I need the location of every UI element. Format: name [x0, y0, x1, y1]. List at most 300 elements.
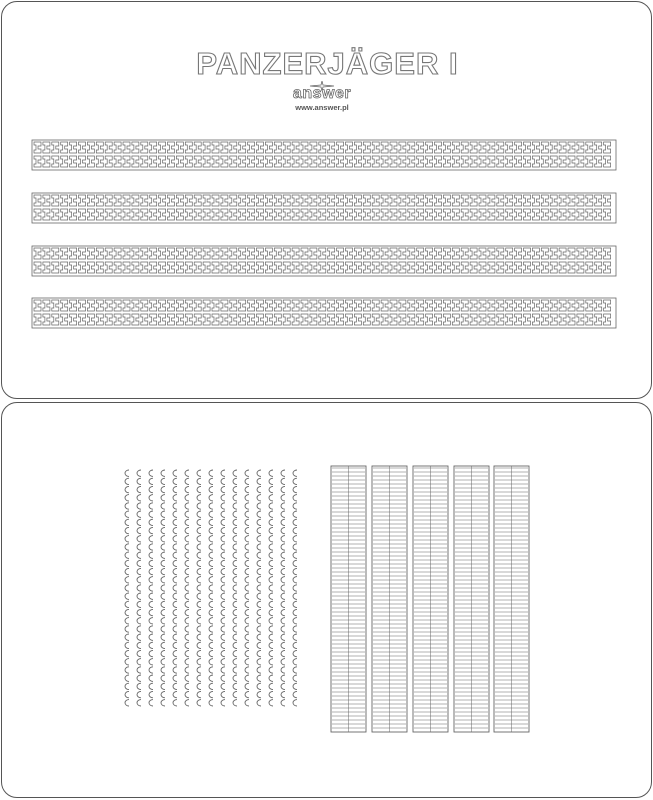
c-clip-part — [173, 691, 177, 697]
c-clip-part — [209, 503, 213, 509]
c-clip-part — [245, 470, 249, 476]
track-link — [381, 248, 388, 273]
track-link — [221, 248, 228, 273]
c-clip-part — [245, 560, 249, 566]
c-clip-part — [197, 470, 201, 476]
track-link — [435, 195, 442, 220]
c-clip-part — [221, 503, 225, 509]
track-link — [595, 142, 602, 167]
c-clip-part — [125, 552, 129, 558]
c-clip-part — [125, 478, 129, 484]
track-link — [274, 248, 281, 273]
track-link — [105, 248, 112, 273]
c-clip-part — [221, 700, 225, 706]
c-clip-part — [161, 544, 165, 550]
track-link — [515, 142, 522, 167]
c-clip-part — [269, 527, 273, 533]
c-clip-part — [221, 667, 225, 673]
c-clip-part — [149, 675, 153, 681]
c-clip-part — [173, 560, 177, 566]
c-clip-part — [257, 478, 261, 484]
c-clip-part — [185, 536, 189, 542]
track-link — [34, 142, 41, 167]
c-clip-part — [209, 568, 213, 574]
track-link — [265, 195, 272, 220]
c-clip-part — [293, 618, 297, 624]
c-clip-part — [125, 527, 129, 533]
c-clip-part — [269, 609, 273, 615]
c-clip-part — [173, 618, 177, 624]
track-link — [346, 142, 353, 167]
c-clip-part — [161, 659, 165, 665]
track-link — [399, 195, 406, 220]
track-link — [239, 248, 246, 273]
c-clip-part — [185, 503, 189, 509]
track-link — [506, 195, 513, 220]
track-link — [550, 300, 557, 325]
track-link — [488, 195, 495, 220]
c-clip-part — [161, 650, 165, 656]
c-clip-part — [209, 486, 213, 492]
c-clip-part — [137, 593, 141, 599]
c-clip-part — [209, 618, 213, 624]
track-strip — [32, 193, 616, 223]
c-clip-part — [149, 536, 153, 542]
track-link — [426, 142, 433, 167]
c-clip-part — [173, 470, 177, 476]
track-link — [87, 248, 94, 273]
c-clip-part — [233, 683, 237, 689]
c-clip-part — [161, 478, 165, 484]
c-clip-part — [281, 527, 285, 533]
track-link — [168, 142, 175, 167]
c-clip-part — [269, 650, 273, 656]
c-clip-part — [245, 585, 249, 591]
c-clip-part — [173, 675, 177, 681]
c-clip-part — [293, 700, 297, 706]
track-link — [43, 300, 50, 325]
track-link — [328, 300, 335, 325]
c-clip-part — [209, 659, 213, 665]
track-link — [310, 142, 317, 167]
c-clip-part — [257, 618, 261, 624]
track-link — [114, 300, 121, 325]
c-clip-part — [245, 536, 249, 542]
c-clip-part — [185, 642, 189, 648]
c-clip-part — [245, 495, 249, 501]
track-link — [79, 300, 86, 325]
c-clip-part — [209, 536, 213, 542]
c-clip-part — [221, 527, 225, 533]
c-clip-part — [233, 568, 237, 574]
c-clip-part — [125, 536, 129, 542]
c-clip-part — [293, 560, 297, 566]
track-link — [568, 142, 575, 167]
c-clip-part — [269, 691, 273, 697]
track-link — [452, 195, 459, 220]
track-link — [470, 248, 477, 273]
track-link — [399, 142, 406, 167]
track-link — [559, 300, 566, 325]
c-clip-part — [281, 478, 285, 484]
c-clip-part — [185, 511, 189, 517]
track-link — [141, 195, 148, 220]
c-clip-part — [293, 675, 297, 681]
c-clip-part — [233, 544, 237, 550]
c-clip-part — [149, 519, 153, 525]
c-clip-part — [233, 585, 237, 591]
c-clip-part — [293, 552, 297, 558]
c-clip-part — [125, 503, 129, 509]
track-link — [443, 300, 450, 325]
track-link — [79, 195, 86, 220]
c-clip-part — [221, 486, 225, 492]
track-link — [381, 300, 388, 325]
track-link — [524, 142, 531, 167]
c-clip-part — [137, 650, 141, 656]
track-strip — [32, 140, 616, 170]
c-clip-part — [221, 642, 225, 648]
track-link — [283, 195, 290, 220]
c-clip-part — [209, 544, 213, 550]
track-link — [114, 248, 121, 273]
c-clip-part — [269, 544, 273, 550]
c-clip-part — [269, 470, 273, 476]
track-link — [417, 248, 424, 273]
c-clip-part — [293, 577, 297, 583]
c-clip-part — [149, 486, 153, 492]
track-link — [141, 248, 148, 273]
c-clip-part — [233, 609, 237, 615]
c-clip-part — [185, 601, 189, 607]
logo-wordmark: answer — [292, 85, 352, 102]
c-clip-part — [137, 577, 141, 583]
track-link — [248, 142, 255, 167]
track-link — [52, 248, 59, 273]
track-link — [328, 142, 335, 167]
c-clip-part — [293, 486, 297, 492]
c-clip-part — [209, 511, 213, 517]
c-clip-part — [137, 560, 141, 566]
c-clip-part — [245, 601, 249, 607]
c-clip-part — [209, 519, 213, 525]
track-link — [559, 248, 566, 273]
c-clip-part — [185, 609, 189, 615]
c-clip-part — [245, 659, 249, 665]
track-link — [52, 142, 59, 167]
c-clip-part — [245, 544, 249, 550]
track-link — [461, 300, 468, 325]
track-link — [417, 195, 424, 220]
c-clip-part — [257, 577, 261, 583]
track-link — [61, 195, 68, 220]
track-link — [497, 142, 504, 167]
c-clip-part — [125, 495, 129, 501]
c-clip-part — [257, 691, 261, 697]
c-clip-part — [293, 667, 297, 673]
c-clip-part — [293, 495, 297, 501]
c-clip-part — [137, 511, 141, 517]
c-clip-part — [137, 519, 141, 525]
c-clip-part — [161, 585, 165, 591]
track-link — [426, 195, 433, 220]
track-link — [203, 142, 210, 167]
c-clip-part — [293, 683, 297, 689]
c-clip-part — [281, 642, 285, 648]
track-link — [524, 300, 531, 325]
c-clip-part — [137, 536, 141, 542]
track-link — [212, 142, 219, 167]
track-strip — [32, 298, 616, 328]
c-clip-part — [137, 552, 141, 558]
track-link — [185, 195, 192, 220]
c-clip-part — [209, 601, 213, 607]
c-clip-part — [281, 568, 285, 574]
track-link — [132, 142, 139, 167]
c-clip-part — [197, 544, 201, 550]
c-clip-part — [161, 536, 165, 542]
track-link — [435, 300, 442, 325]
c-clip-part — [257, 650, 261, 656]
c-clip-part — [257, 495, 261, 501]
track-link — [221, 142, 228, 167]
track-link — [194, 248, 201, 273]
c-clip-part — [125, 568, 129, 574]
track-link — [372, 248, 379, 273]
track-link — [515, 195, 522, 220]
c-clip-part — [257, 593, 261, 599]
c-clip-part — [233, 495, 237, 501]
track-link — [524, 195, 531, 220]
track-link — [123, 142, 130, 167]
c-clip-part — [233, 577, 237, 583]
c-clip-part — [197, 601, 201, 607]
c-clip-part — [281, 634, 285, 640]
c-clip-part — [209, 626, 213, 632]
c-clip-part — [257, 511, 261, 517]
c-clip-part — [257, 568, 261, 574]
c-clip-part — [125, 700, 129, 706]
track-link — [292, 195, 299, 220]
c-clip-part — [281, 519, 285, 525]
c-clip-part — [149, 626, 153, 632]
c-clip-part — [137, 691, 141, 697]
c-clip-part — [269, 511, 273, 517]
track-link — [586, 195, 593, 220]
c-clip-part — [233, 593, 237, 599]
c-clip-part — [209, 650, 213, 656]
c-clip-part — [245, 634, 249, 640]
track-link — [515, 248, 522, 273]
track-link — [43, 142, 50, 167]
c-clip-part — [281, 593, 285, 599]
track-link — [559, 142, 566, 167]
track-link — [265, 248, 272, 273]
c-clip-part — [269, 519, 273, 525]
c-clip-part — [137, 618, 141, 624]
c-clip-part — [197, 568, 201, 574]
c-clip-part — [221, 691, 225, 697]
c-clip-part — [245, 650, 249, 656]
c-clip-part — [125, 486, 129, 492]
track-link — [257, 142, 264, 167]
c-clip-part — [269, 486, 273, 492]
track-link — [461, 195, 468, 220]
c-clip-part — [257, 642, 261, 648]
track-link — [274, 300, 281, 325]
c-clip-part — [197, 511, 201, 517]
track-link — [114, 195, 121, 220]
c-clip-part — [161, 511, 165, 517]
c-clip-part — [197, 495, 201, 501]
c-clip-part — [149, 618, 153, 624]
track-link — [194, 142, 201, 167]
track-link — [168, 195, 175, 220]
logo-url: www.answer.pl — [295, 103, 349, 112]
track-link — [604, 142, 611, 167]
c-clip-part — [281, 511, 285, 517]
c-clip-part — [197, 609, 201, 615]
c-clip-part — [293, 626, 297, 632]
c-clip-part — [293, 650, 297, 656]
c-clip-part — [149, 700, 153, 706]
c-clip-part — [281, 577, 285, 583]
c-clip-part — [149, 650, 153, 656]
c-clip-part — [209, 593, 213, 599]
c-clip-part — [233, 527, 237, 533]
c-clip-part — [281, 618, 285, 624]
ladder-column — [372, 466, 407, 732]
c-clip-part — [161, 700, 165, 706]
track-link — [61, 248, 68, 273]
track-link — [408, 142, 415, 167]
track-link — [185, 300, 192, 325]
c-clip-part — [293, 642, 297, 648]
track-link — [310, 195, 317, 220]
track-link — [452, 248, 459, 273]
c-clip-part — [125, 519, 129, 525]
track-link — [541, 248, 548, 273]
track-link — [390, 300, 397, 325]
track-link — [292, 248, 299, 273]
c-clip-part — [197, 527, 201, 533]
c-clip-part — [197, 683, 201, 689]
c-clip-part — [257, 486, 261, 492]
c-clip-part — [161, 519, 165, 525]
track-link — [497, 300, 504, 325]
track-link — [354, 248, 361, 273]
track-link — [470, 142, 477, 167]
c-clip-part — [161, 593, 165, 599]
c-clip-part — [173, 642, 177, 648]
track-link — [132, 248, 139, 273]
c-clip-part — [185, 486, 189, 492]
c-clip-part — [149, 683, 153, 689]
track-link — [168, 248, 175, 273]
track-link — [399, 300, 406, 325]
c-clip-part — [185, 593, 189, 599]
c-clip-part — [137, 634, 141, 640]
c-clip-part — [293, 609, 297, 615]
c-clip-part — [197, 552, 201, 558]
c-clip-part — [233, 659, 237, 665]
c-clip-part — [137, 675, 141, 681]
c-clip-part — [149, 552, 153, 558]
track-link — [524, 248, 531, 273]
c-clip-part — [185, 478, 189, 484]
c-clip-part — [185, 700, 189, 706]
c-clip-part — [269, 683, 273, 689]
track-link — [301, 142, 308, 167]
track-link — [408, 195, 415, 220]
c-clip-part — [233, 536, 237, 542]
c-clip-part — [209, 527, 213, 533]
track-link — [337, 248, 344, 273]
track-link — [354, 142, 361, 167]
c-clip-part — [281, 667, 285, 673]
track-link — [159, 195, 166, 220]
c-clip-part — [125, 511, 129, 517]
c-clip-part — [161, 527, 165, 533]
c-clip-part — [209, 667, 213, 673]
c-clip-part — [245, 503, 249, 509]
track-link — [595, 195, 602, 220]
c-clip-part — [221, 609, 225, 615]
track-link — [105, 195, 112, 220]
track-link — [230, 195, 237, 220]
c-clip-part — [185, 560, 189, 566]
c-clip-part — [149, 585, 153, 591]
track-link — [141, 300, 148, 325]
track-link — [443, 142, 450, 167]
track-link — [470, 195, 477, 220]
c-clip-part — [281, 536, 285, 542]
c-clip-part — [125, 560, 129, 566]
track-link — [239, 300, 246, 325]
c-clip-part — [185, 527, 189, 533]
track-link — [488, 300, 495, 325]
c-clip-part — [245, 675, 249, 681]
track-link — [87, 142, 94, 167]
track-link — [515, 300, 522, 325]
track-link — [248, 300, 255, 325]
c-clip-part — [257, 609, 261, 615]
track-link — [123, 195, 130, 220]
track-link — [212, 300, 219, 325]
fret-title: PANZERJÄGER I — [196, 46, 459, 81]
c-clip-part — [125, 577, 129, 583]
track-link — [479, 195, 486, 220]
c-clip-part — [173, 486, 177, 492]
track-link — [479, 300, 486, 325]
c-clip-part — [197, 560, 201, 566]
track-link — [461, 142, 468, 167]
c-clip-part — [233, 650, 237, 656]
track-link — [150, 248, 157, 273]
c-clip-part — [221, 568, 225, 574]
track-link — [310, 248, 317, 273]
c-clip-part — [245, 519, 249, 525]
c-clip-part — [245, 618, 249, 624]
track-link — [390, 248, 397, 273]
c-clip-part — [221, 618, 225, 624]
c-clip-part — [221, 659, 225, 665]
c-clip-part — [257, 700, 261, 706]
c-clip-part — [149, 609, 153, 615]
track-link — [43, 195, 50, 220]
c-clip-part — [197, 642, 201, 648]
track-link — [479, 142, 486, 167]
